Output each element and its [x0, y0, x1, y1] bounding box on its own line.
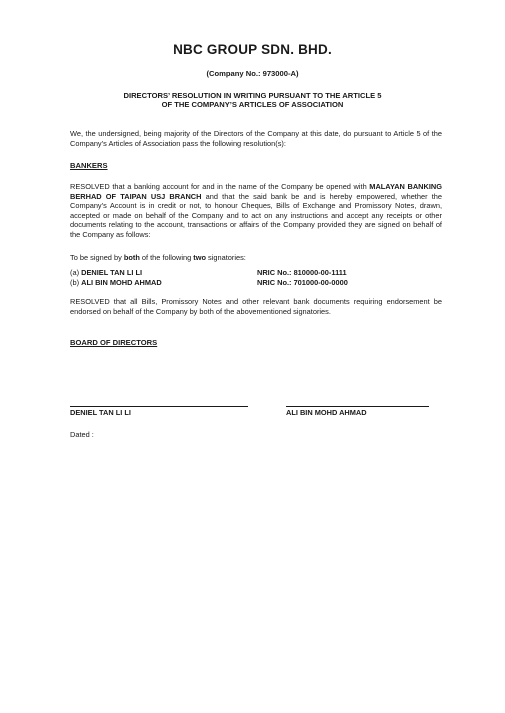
dated-label: Dated : — [70, 430, 94, 439]
signature-line-1 — [70, 406, 248, 407]
bankers-para-prefix: RESOLVED that a banking account for and in the name of the Company be opened with — [70, 182, 370, 191]
bankers-para-suffix: and that the said bank be and is hereby empowered, whether the Company’s Account is in credit or not, to honour Cheques, Bills of Exchange and Promissory Notes, drawn, accepted or made on behalf of the Company and to act on any instructions and accept any receipts or other documents relating to the account, transactions or affairs of the Company provided they are signed on behalf of the Company as follows: — [70, 191, 443, 239]
resolution-title-line-1: DIRECTORS’ RESOLUTION IN WRITING PURSUANT TO THE ARTICLE 5 — [123, 91, 382, 100]
signature-line-2 — [286, 406, 429, 407]
signing-instruction — [70, 253, 442, 263]
bank-name: MALAYAN BANKING BERHAD OF TAIPAN USJ BRANCH — [70, 182, 442, 201]
signatory-nric-b — [257, 278, 348, 288]
nric-label: NRIC No.: — [257, 278, 292, 287]
signatory-marker: (b) — [70, 278, 80, 287]
signatory-row-b — [70, 278, 162, 288]
bankers-resolution-paragraph — [70, 182, 442, 240]
signing-two: two — [193, 253, 206, 262]
signature-name-1: DENIEL TAN LI LI — [70, 408, 131, 417]
bankers-heading: BANKERS — [70, 161, 108, 170]
resolved-bills-paragraph: RESOLVED that all Bills, Promissory Notes and other relevant bank documents requiring endorsement be endorsed on behalf of the Company by both of the abovementioned signatories. — [70, 297, 442, 316]
signatory-row-a — [70, 268, 142, 278]
company-name: NBC GROUP SDN. BHD. — [173, 42, 332, 57]
signature-name-2: ALI BIN MOHD AHMAD — [286, 408, 367, 417]
nric-label: NRIC No.: — [257, 268, 292, 277]
intro-paragraph: We, the undersigned, being majority of the Directors of the Company at this date, do pursuant to Article 5 of the Company’s Articles of Association pass the following resolution(s): — [70, 129, 442, 148]
signing-prefix: To be signed by — [70, 253, 124, 262]
resolution-title-line-2: OF THE COMPANY’S ARTICLES OF ASSOCIATION — [161, 100, 344, 109]
nric-value: 701000-00-0000 — [293, 278, 348, 287]
signatory-name: DENIEL TAN LI LI — [81, 268, 143, 277]
company-number: (Company No.: 973000-A) — [206, 69, 299, 78]
nric-value: 810000-00-1111 — [293, 268, 347, 277]
signing-middle: of the following — [139, 253, 194, 262]
signatory-name: ALI BIN MOHD AHMAD — [81, 278, 162, 287]
signing-both: both — [123, 253, 140, 262]
board-of-directors-heading: BOARD OF DIRECTORS — [70, 338, 158, 347]
signatory-nric-a — [257, 268, 347, 278]
signatory-marker: (a) — [70, 268, 80, 277]
signing-suffix: signatories: — [206, 253, 246, 262]
